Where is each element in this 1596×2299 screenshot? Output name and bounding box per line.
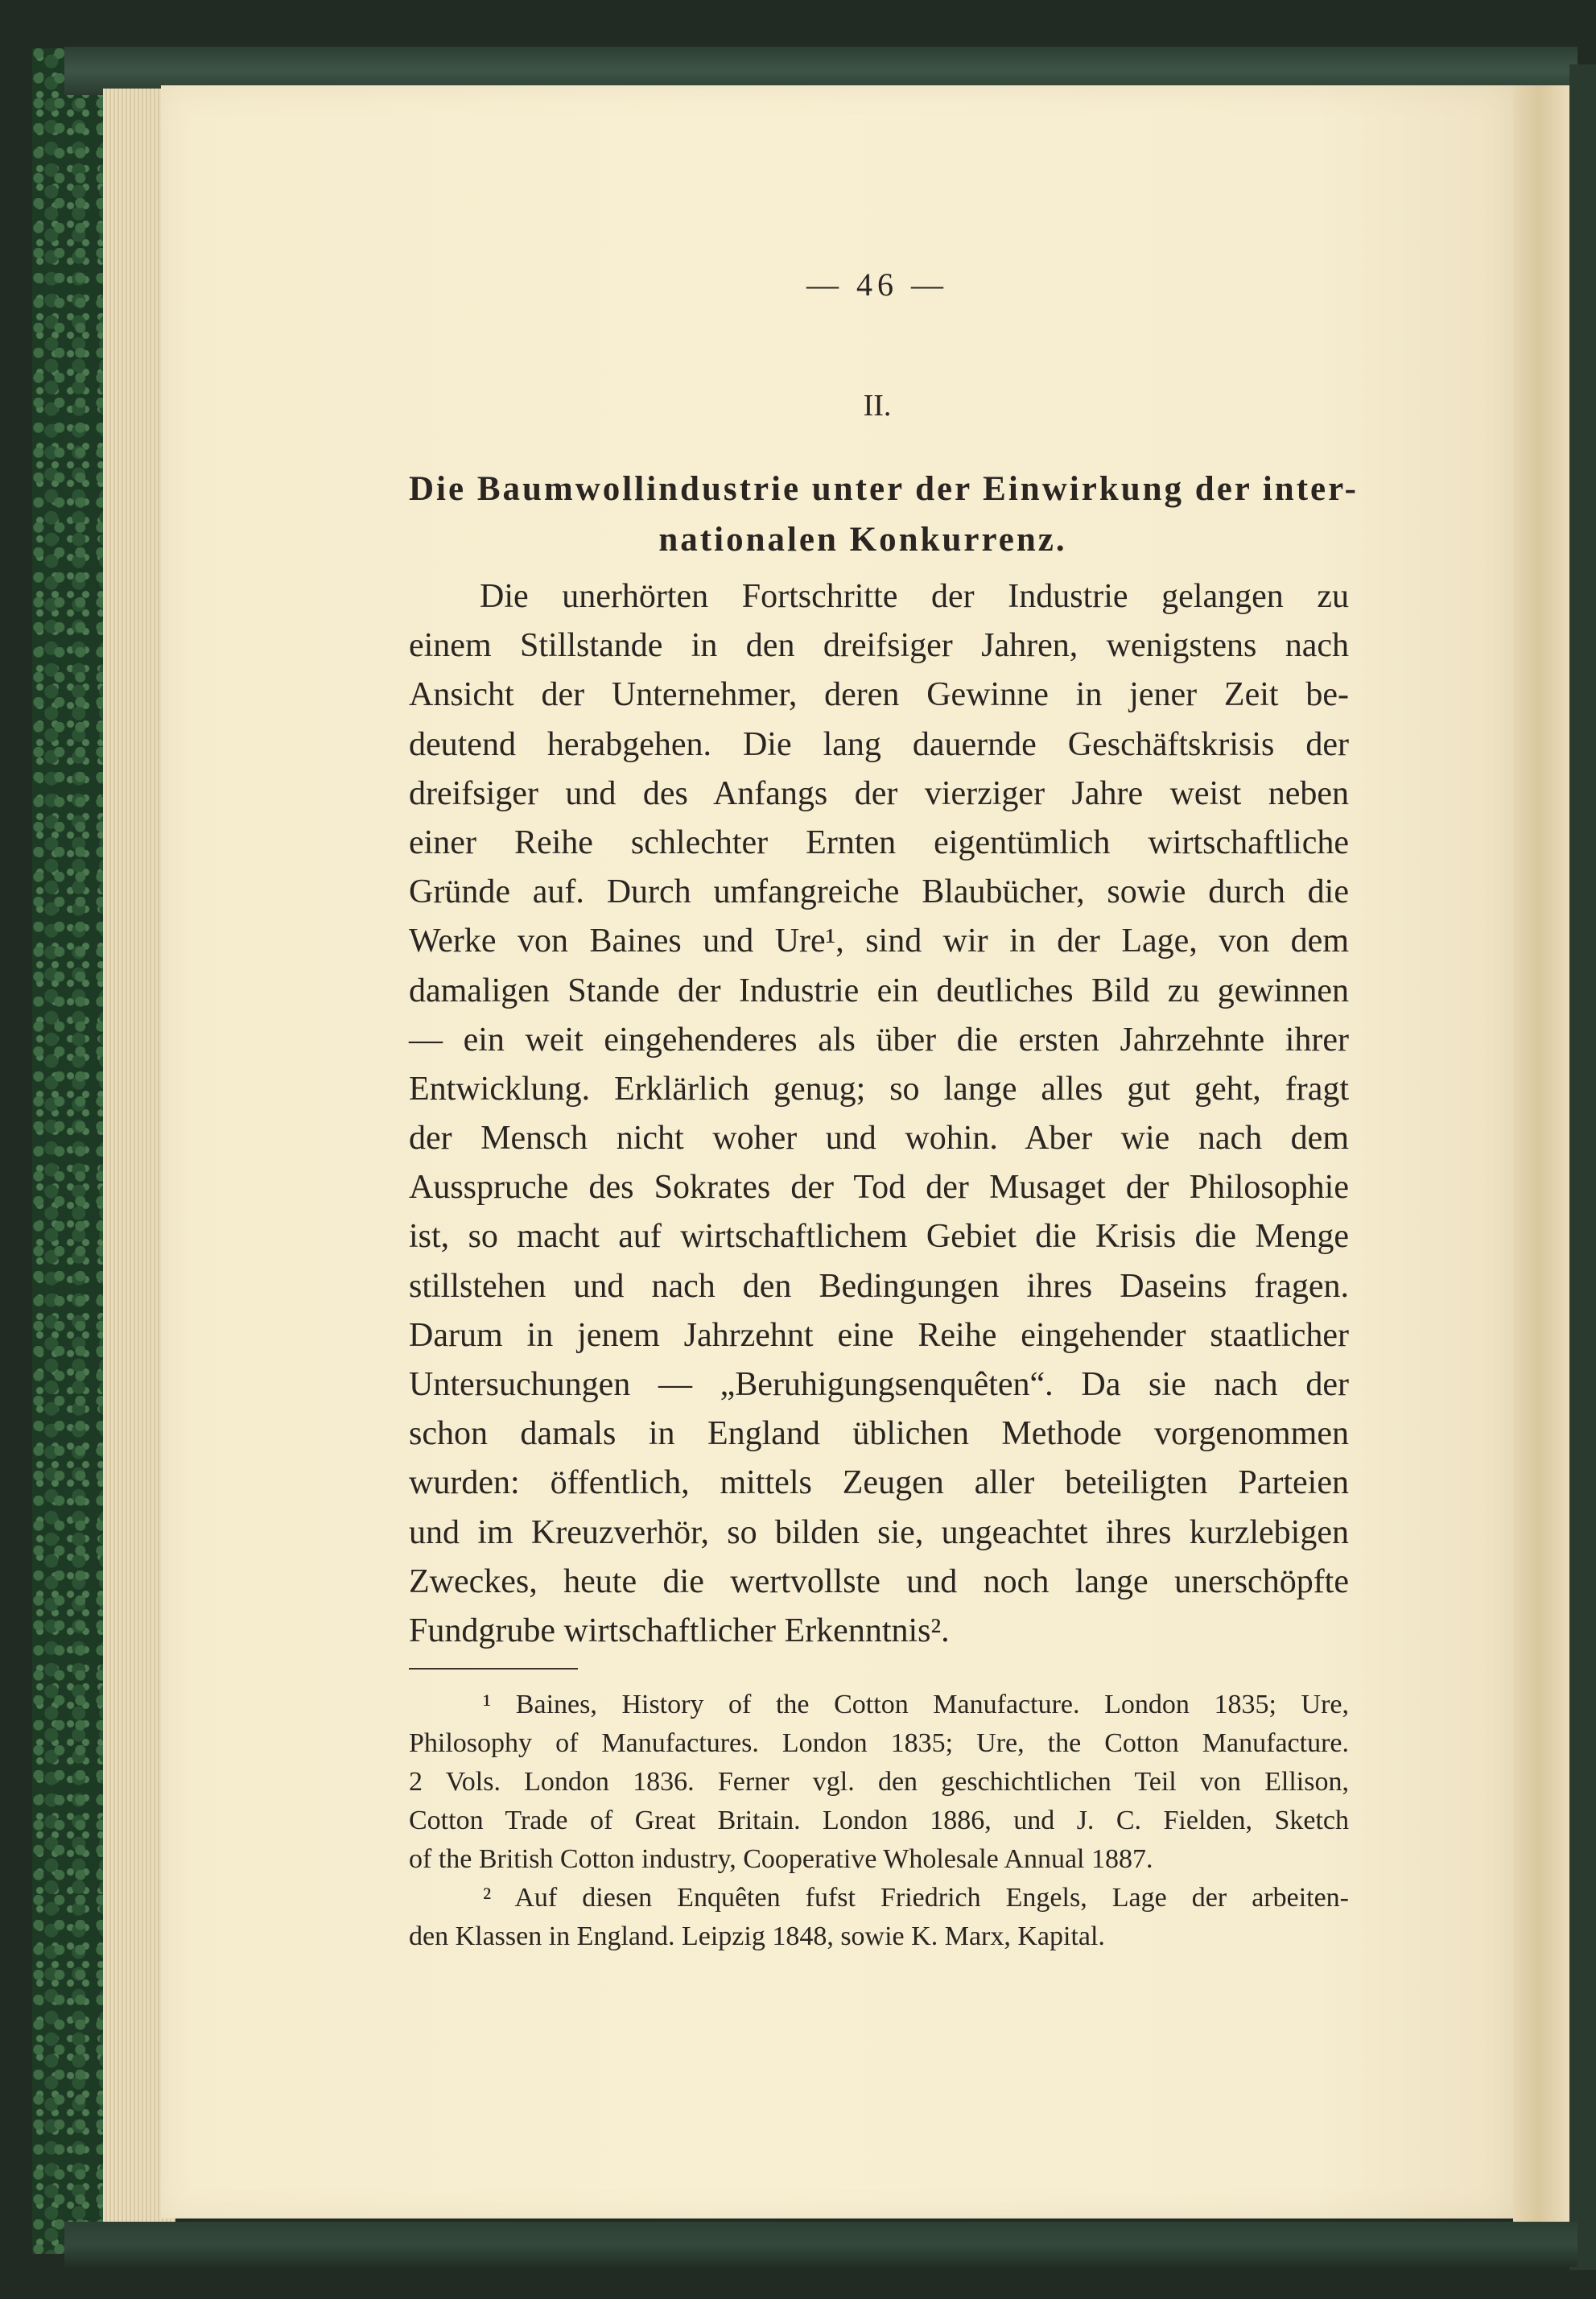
footnote-line: 2 Vols. London 1836. Ferner vgl. den geschichtlichen Teil von Ellison, (409, 1767, 1349, 1797)
body-line: schon damals in England üblichen Methode vorgenommen (409, 1415, 1349, 1453)
binding-edge-right (1569, 64, 1596, 2270)
footnote-separator-rule (409, 1668, 578, 1670)
body-line: Werke von Baines und Ure¹, sind wir in der Lage, von dem (409, 922, 1349, 960)
footnote-line: Cotton Trade of Great Britain. London 1886, und J. C. Fielden, Sketch (409, 1806, 1349, 1835)
body-paragraph (409, 572, 1349, 1656)
body-line: stillstehen und nach den Bedingungen ihres Daseins fragen. (409, 1267, 1349, 1305)
section-title-line: Die Baumwollindustrie unter der Einwirkung der inter- (409, 470, 1359, 508)
gutter-shadow (1513, 85, 1577, 2227)
body-line: ist, so macht auf wirtschaftlichem Gebiet die Krisis die Menge (409, 1218, 1349, 1256)
footnote-line: ¹ Baines, History of the Cotton Manufacture. London 1835; Ure, (483, 1690, 1349, 1719)
section-numeral: II. (863, 389, 892, 423)
footnote-line: ² Auf diesen Enquêten fufst Friedrich Engels, Lage der arbeiten- (483, 1883, 1349, 1913)
body-line: einem Stillstande in den dreifsiger Jahren, wenigstens nach (409, 627, 1349, 665)
footnote-line: den Klassen in England. Leipzig 1848, sowie K. Marx, Kapital. (409, 1921, 1105, 1951)
body-line: Fundgrube wirtschaftlicher Erkenntnis². (409, 1612, 950, 1649)
section-title (409, 464, 1359, 565)
body-line: deutend herabgehen. Die lang dauernde Geschäftskrisis der (409, 725, 1349, 763)
body-line: wurden: öffentlich, mittels Zeugen aller beteiligten Parteien (409, 1464, 1349, 1502)
body-line: Darum in jenem Jahrzehnt eine Reihe eingehender staatlicher (409, 1316, 1349, 1354)
body-line: einer Reihe schlechter Ernten eigentümlich wirtschaftliche (409, 823, 1349, 861)
body-line: der Mensch nicht woher und wohin. Aber wie nach dem (409, 1120, 1349, 1158)
body-line: Zweckes, heute die wertvollste und noch lange unerschöpfte (409, 1562, 1349, 1600)
body-line: Die unerhörten Fortschritte der Industrie gelangen zu (480, 578, 1349, 615)
body-line: damaligen Stande der Industrie ein deutliches Bild zu gewinnen (409, 972, 1349, 1009)
body-line: Gründe auf. Durch umfangreiche Blaubücher, sowie durch die (409, 873, 1349, 911)
body-line: — ein weit eingehenderes als über die ersten Jahrzehnte ihrer (409, 1021, 1349, 1059)
body-line: Ansicht der Unternehmer, deren Gewinne in jener Zeit be- (409, 676, 1349, 714)
body-line: Untersuchungen — „Beruhigungsenquêten“. Da sie nach der (409, 1366, 1349, 1403)
page-number: — 46 — (806, 266, 948, 303)
footnote-line: Philosophy of Manufactures. London 1835; Ure, the Cotton Manufacture. (409, 1728, 1349, 1758)
binding-strip-bottom (64, 2222, 1577, 2267)
section-title-line: nationalen Konkurrenz. (658, 521, 1067, 559)
body-line: dreifsiger und des Anfangs der vierziger Jahre weist neben (409, 774, 1349, 812)
body-line: und im Kreuzverhör, so bilden sie, ungeachtet ihres kurzlebigen (409, 1513, 1349, 1551)
footnotes (409, 1686, 1349, 1956)
body-line: Ausspruche des Sokrates der Tod der Musaget der Philosophie (409, 1169, 1349, 1207)
footnote-line: of the British Cotton industry, Cooperative Wholesale Annual 1887. (409, 1844, 1153, 1874)
body-line: Entwicklung. Erklärlich genug; so lange alles gut geht, fragt (409, 1070, 1349, 1108)
